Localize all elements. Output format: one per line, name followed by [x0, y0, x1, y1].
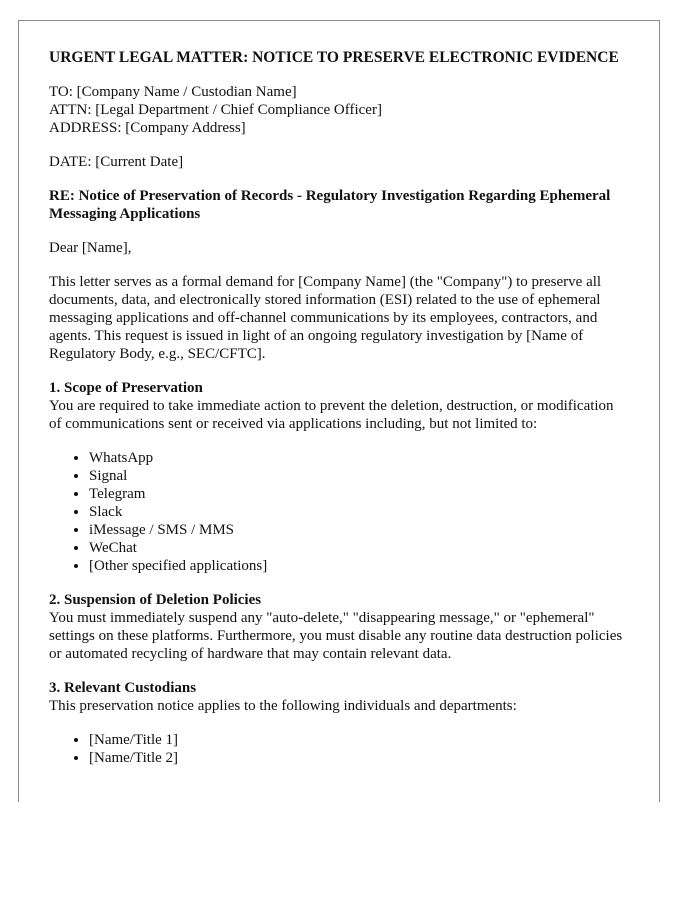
section-deletion-policies — [49, 591, 629, 663]
salutation: Dear [Name], — [49, 240, 132, 256]
list-item: • [Name/Title 1] — [89, 731, 629, 749]
letter-body — [19, 21, 659, 767]
section-body: You are required to take immediate action to prevent the deletion, destruction, or modification of communications sent or received via applications including, but not limited to: — [49, 398, 614, 432]
list-item: • iMessage / SMS / MMS — [89, 521, 629, 539]
intro-paragraph: This letter serves as a formal demand for [Company Name] (the "Company") to preserve all documents, data, and electronically stored information (ESI) related to the use of ephemeral messaging applications and off-channel communications by its employees, contractors, and agents. This request is issued in light of an ongoing regulatory investigation by [Name of Regulatory Body, e.g., SEC/CFTC]. — [49, 274, 602, 362]
list-item: • [Name/Title 2] — [89, 749, 629, 767]
list-item: • [Other specified applications] — [89, 557, 629, 575]
recipient-block — [49, 83, 629, 137]
date-line: DATE: [Current Date] — [49, 154, 184, 170]
section-body: You must immediately suspend any "auto-delete," "disappearing message," or "ephemeral" settings on these platforms. Furthermore, you must disable any routine data destruction policies or automated recycling of hardware that may contain relevant data. — [49, 610, 623, 662]
document-page — [18, 20, 660, 802]
custodian-list — [49, 731, 629, 767]
section-body: This preservation notice applies to the following individuals and departments: — [49, 698, 517, 714]
attn-line: ATTN: [Legal Department / Chief Compliance Officer] — [49, 102, 382, 118]
address-line: ADDRESS: [Company Address] — [49, 120, 246, 136]
section-custodians — [49, 679, 629, 715]
letter-title: URGENT LEGAL MATTER: NOTICE TO PRESERVE ELECTRONIC EVIDENCE — [49, 49, 619, 66]
list-item: • Slack — [89, 503, 629, 521]
list-item: • Telegram — [89, 485, 629, 503]
re-line: RE: Notice of Preservation of Records - Regulatory Investigation Regarding Ephemeral Messaging Applications — [49, 188, 611, 222]
section-scope — [49, 379, 629, 433]
section-heading: 3. Relevant Custodians — [49, 680, 197, 696]
to-line: TO: [Company Name / Custodian Name] — [49, 84, 297, 100]
section-heading: 1. Scope of Preservation — [49, 380, 203, 396]
list-item: • WhatsApp — [89, 449, 629, 467]
section-heading: 2. Suspension of Deletion Policies — [49, 592, 262, 608]
list-item: • WeChat — [89, 539, 629, 557]
list-item: • Signal — [89, 467, 629, 485]
app-list — [49, 449, 629, 575]
